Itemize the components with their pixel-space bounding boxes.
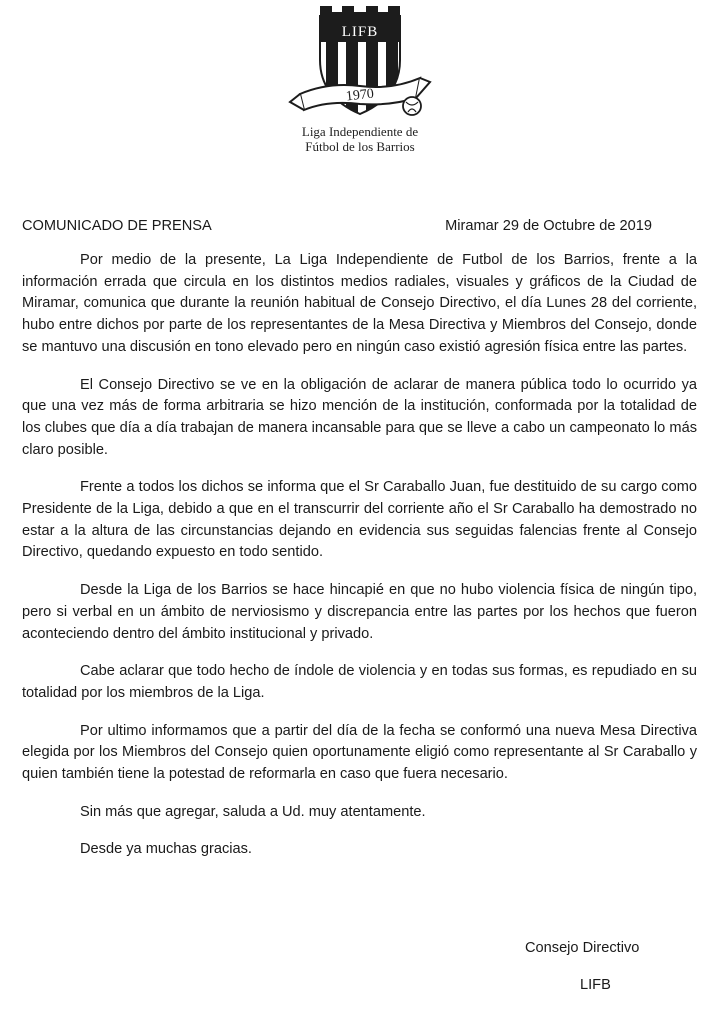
- body-paragraph: Cabe aclarar que todo hecho de índole de violencia y en todas sus formas, es repudiado en su totalidad por los miembros de la Liga.: [22, 663, 697, 701]
- closing-line: Sin más que agregar, saluda a Ud. muy atentamente.: [80, 803, 426, 820]
- crest-graphic: [280, 2, 440, 122]
- crest-caption-line2: Fútbol de los Barrios: [305, 139, 415, 154]
- body-paragraph: Por medio de la presente, La Liga Independiente de Futbol de los Barrios, frente a la información errada que circula en los distintos medios radiales, visuales y gráficos de la Ciudad de Miramar, comunica que durante la reunión habitual de Consejo Directivo, el día Lunes 28 del corriente, hubo entre dichos por parte de los representantes de la Mesa Directiva y Miembros del Consejo, donde se mantuvo una discusión en tono elevado pero en ningún caso existió agresión física entre las partes.: [22, 252, 697, 355]
- crest-year: 1970: [345, 86, 375, 105]
- crest-acronym: LIFB: [341, 24, 379, 40]
- body-paragraph: El Consejo Directivo se ve en la obligación de aclarar de manera pública todo lo ocurrido ya que una vez más de forma arbitraria se hizo mención de la institución, conformada por la totalidad de los clubes que día a día trabajan de manera incansable para que se lleve a cabo un campeonato lo más claro posible.: [22, 376, 697, 458]
- document-title: COMUNICADO DE PRENSA: [22, 218, 212, 234]
- closing-line: Desde ya muchas gracias.: [80, 841, 252, 858]
- body-paragraph: Desde la Liga de los Barrios se hace hincapié en que no hubo violencia física de ningún tipo, pero si verbal en un ámbito de nerviosismo y discrepancia entre las partes por los hechos que fueron aconteciendo dentro del ámbito institucional y privado.: [22, 582, 697, 642]
- body-paragraph: Por ultimo informamos que a partir del día de la fecha se conformó una nueva Mesa Directiva elegida por los Miembros del Consejo quien oportunamente eligió como representante al Sr Caraballo y quien también tiene la potestad de reformarla en caso que fuera necesario.: [22, 722, 697, 783]
- document-body: [22, 250, 697, 877]
- crest-caption-line1: Liga Independiente de: [301, 124, 419, 139]
- document-date: Miramar 29 de Octubre de 2019: [445, 218, 652, 234]
- signature-name: Consejo Directivo: [525, 940, 640, 956]
- crest-caption: [260, 124, 460, 154]
- body-paragraph: Frente a todos los dichos se informa que el Sr Caraballo Juan, fue destituido de su cargo como Presidente de la Liga, debido a que en el transcurrir del corriente año el Sr Caraballo ha demostrado no estar a la altura de las circunstancias dejando en evidencia sus seguidas falencias frente al Consejo Directivo, quedando expuesto en todo sentido.: [22, 479, 697, 561]
- signature-org: LIFB: [580, 977, 611, 993]
